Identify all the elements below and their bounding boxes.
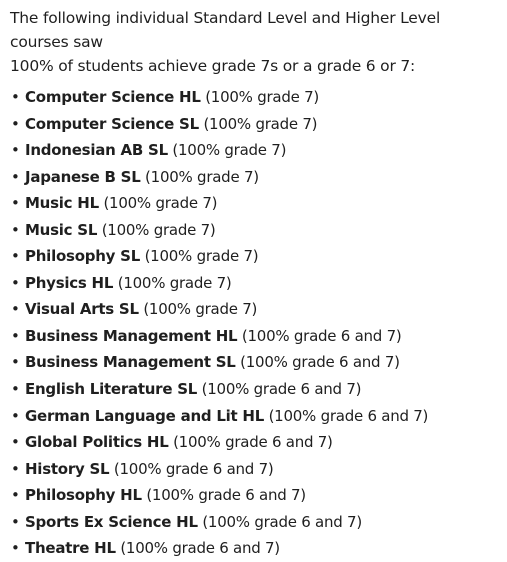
bullet-icon: • — [11, 353, 20, 372]
course-result: (100% grade 6 and 7) — [268, 406, 429, 425]
course-results-list — [10, 84, 499, 562]
bullet-icon: • — [11, 88, 20, 106]
course-name: Music SL — [25, 220, 98, 239]
list-item — [10, 456, 499, 483]
course-name: Global Politics HL — [25, 433, 169, 452]
course-name: German Language and Lit HL — [25, 406, 265, 425]
list-item — [10, 429, 499, 456]
bullet-icon: • — [11, 167, 20, 186]
course-name: Japanese B SL — [25, 167, 141, 186]
intro-paragraph — [10, 6, 499, 78]
course-name: History SL — [25, 459, 110, 478]
list-item — [10, 509, 499, 536]
list-item — [10, 270, 499, 297]
course-name: Business Management HL — [25, 326, 238, 345]
list-item — [10, 84, 499, 111]
bullet-icon: • — [11, 486, 20, 505]
intro-line-2: 100% of students achieve grade 7s or a grade 6 or 7: — [10, 57, 416, 75]
course-result: (100% grade 7) — [144, 247, 259, 266]
course-name: Computer Science HL — [25, 88, 201, 106]
course-name: Business Management SL — [25, 353, 236, 372]
course-result: (100% grade 7) — [145, 167, 259, 186]
course-result: (100% grade 7) — [203, 114, 318, 133]
list-item — [10, 349, 499, 376]
list-item — [10, 403, 499, 430]
course-result: (100% grade 6 and 7) — [173, 433, 333, 452]
course-result: (100% grade 6 and 7) — [202, 512, 362, 531]
course-result: (100% grade 6 and 7) — [240, 353, 400, 372]
course-result: (100% grade 6 and 7) — [120, 539, 280, 558]
intro-line-1: The following individual Standard Level and Higher Level courses saw — [10, 9, 441, 51]
course-name: Indonesian AB SL — [25, 141, 168, 160]
list-item — [10, 217, 499, 244]
list-item — [10, 482, 499, 509]
bullet-icon: • — [11, 194, 20, 213]
course-name: Philosophy SL — [25, 247, 141, 266]
course-name: Music HL — [25, 194, 99, 213]
bullet-icon: • — [11, 406, 20, 425]
list-item — [10, 243, 499, 270]
bullet-icon: • — [11, 539, 20, 558]
list-item — [10, 137, 499, 164]
course-result: (100% grade 6 and 7) — [113, 459, 274, 478]
course-name: English Literature SL — [25, 380, 198, 399]
list-item — [10, 376, 499, 403]
course-name: Computer Science SL — [25, 114, 199, 133]
bullet-icon: • — [11, 459, 20, 478]
course-name: Theatre HL — [25, 539, 116, 558]
list-item — [10, 535, 499, 562]
list-item — [10, 164, 499, 191]
course-result: (100% grade 7) — [205, 88, 320, 106]
course-result: (100% grade 6 and 7) — [241, 326, 402, 345]
bullet-icon: • — [11, 433, 20, 452]
course-result: (100% grade 6 and 7) — [146, 486, 306, 505]
list-item — [10, 323, 499, 350]
bullet-icon: • — [11, 273, 20, 292]
course-result: (100% grade 7) — [103, 194, 218, 213]
course-result: (100% grade 7) — [117, 273, 232, 292]
bullet-icon: • — [11, 300, 20, 319]
course-name: Sports Ex Science HL — [25, 512, 198, 531]
bullet-icon: • — [11, 247, 20, 266]
bullet-icon: • — [11, 220, 20, 239]
course-result: (100% grade 6 and 7) — [201, 380, 362, 399]
course-result: (100% grade 7) — [172, 141, 287, 160]
course-name: Visual Arts SL — [25, 300, 139, 319]
bullet-icon: • — [11, 326, 20, 345]
course-result: (100% grade 7) — [101, 220, 216, 239]
list-item — [10, 111, 499, 138]
bullet-icon: • — [11, 114, 20, 133]
bullet-icon: • — [11, 380, 20, 399]
list-item — [10, 190, 499, 217]
course-name: Physics HL — [25, 273, 114, 292]
bullet-icon: • — [11, 512, 20, 531]
bullet-icon: • — [11, 141, 20, 160]
course-name: Philosophy HL — [25, 486, 142, 505]
course-result: (100% grade 7) — [143, 300, 258, 319]
list-item — [10, 296, 499, 323]
